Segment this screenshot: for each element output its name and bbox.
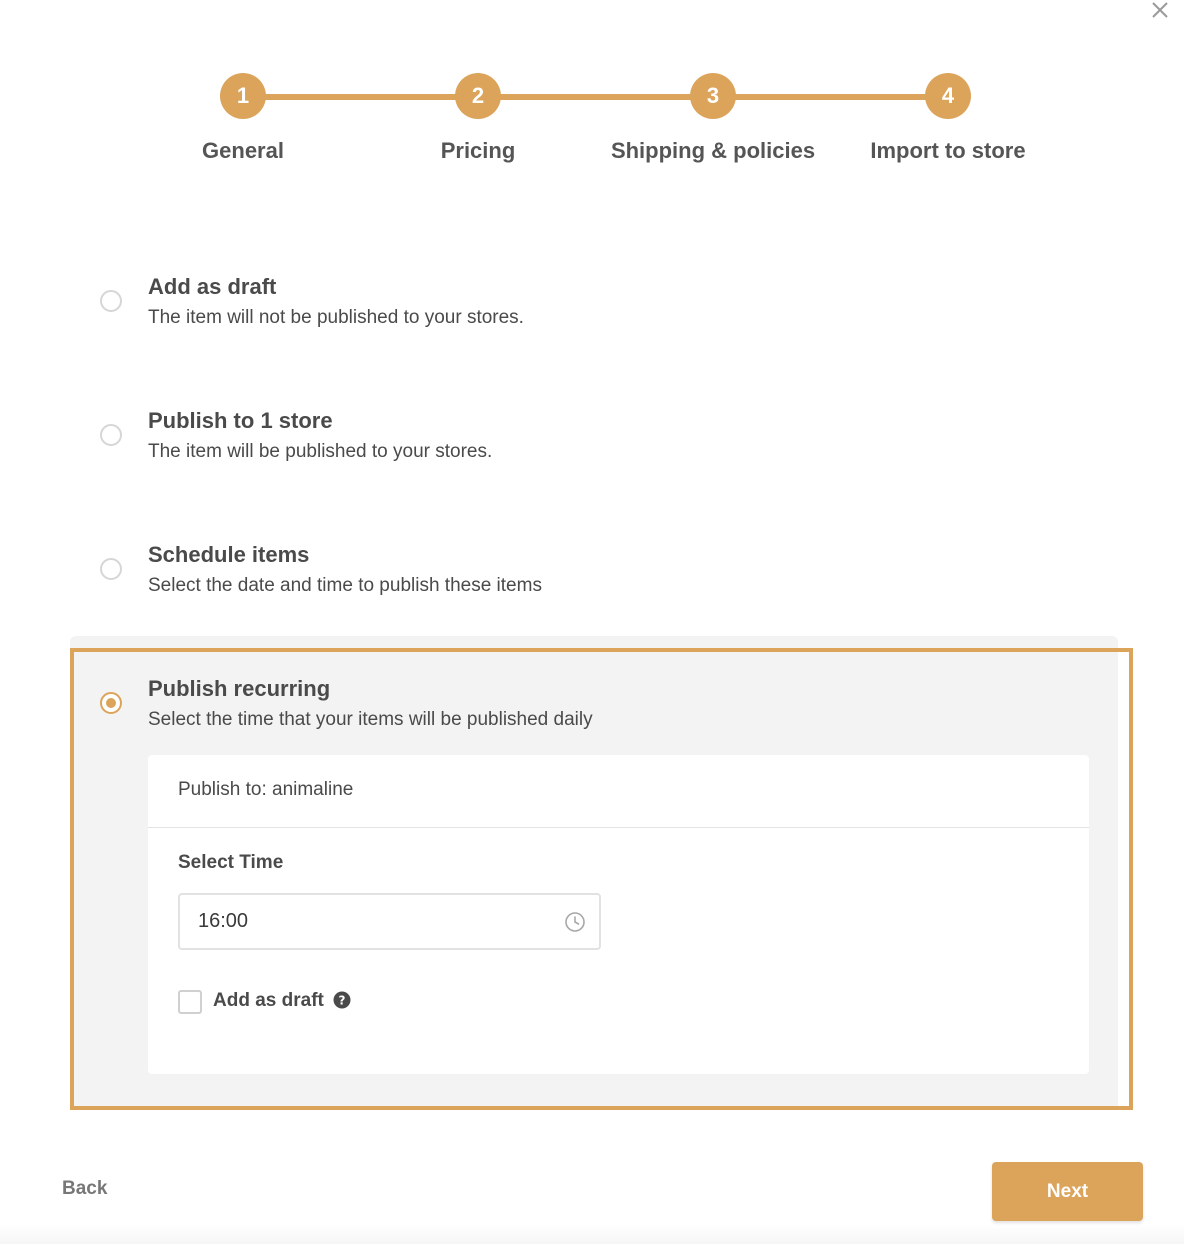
step-4-circle[interactable]: 4 — [925, 73, 971, 119]
add-as-draft-checkbox-label[interactable]: Add as draft — [213, 990, 324, 1011]
option-description: The item will not be published to your stores. — [148, 307, 524, 328]
radio-schedule-items[interactable] — [100, 558, 122, 580]
radio-publish-to-store[interactable] — [100, 424, 122, 446]
option-title: Add as draft — [148, 274, 277, 299]
step-1-label: General — [202, 138, 284, 163]
back-button[interactable]: Back — [62, 1178, 108, 1199]
option-title: Schedule items — [148, 542, 310, 567]
step-2-label: Pricing — [440, 138, 516, 163]
select-time-label: Select Time — [178, 852, 284, 873]
svg-text:?: ? — [338, 993, 346, 1008]
step-4-label: Import to store — [870, 138, 1026, 163]
step-1-circle[interactable]: 1 — [220, 73, 266, 119]
step-3-label: Shipping & policies — [610, 138, 816, 163]
highlight-frame — [70, 648, 1133, 1110]
option-description: Select the time that your items will be published daily — [148, 709, 593, 730]
publish-to-text: Publish to: animaline — [178, 779, 354, 800]
stepper — [0, 0, 1184, 200]
option-description: The item will be published to your stores. — [148, 441, 493, 462]
footer-divider — [0, 1224, 1184, 1244]
step-2-circle[interactable]: 2 — [455, 73, 501, 119]
stepper-line — [243, 94, 948, 100]
next-button[interactable]: Next — [992, 1162, 1143, 1221]
time-value: 16:00 — [198, 910, 249, 932]
option-title: Publish to 1 store — [148, 408, 333, 433]
option-title: Publish recurring — [148, 676, 331, 701]
option-description: Select the date and time to publish these items — [148, 575, 542, 596]
step-3-circle[interactable]: 3 — [690, 73, 736, 119]
radio-add-as-draft[interactable] — [100, 290, 122, 312]
